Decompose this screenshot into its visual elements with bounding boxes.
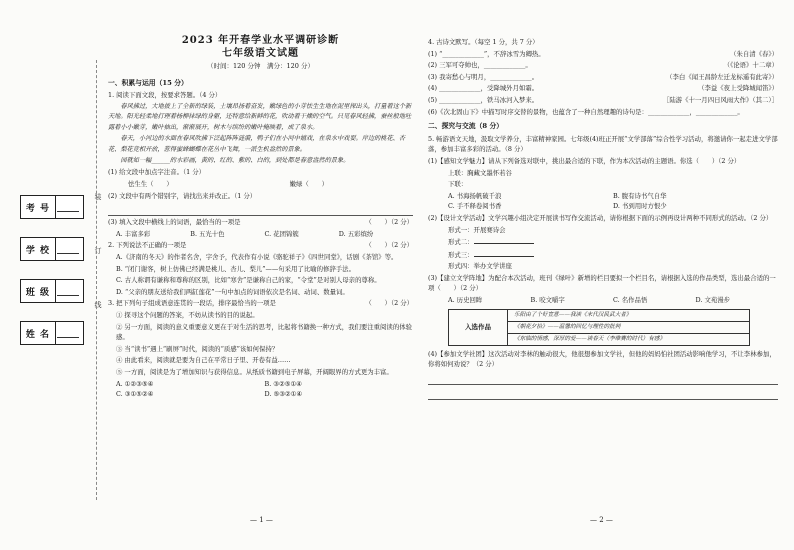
pinyin-row [108,179,328,190]
option-b[interactable]: B. 五光十色 [190,229,225,238]
question-5-4: (4)【参加文学社团】这次活动对李林的触动很大，他很想参加文学社，但他的妈妈怕社团活动影响他学习，不让李林参加，你将如何劝说？（2 分） [428,349,776,369]
couplet-lower: 下联： [448,180,468,189]
option-b[interactable]: B. ③②⑤①④ [264,379,302,388]
question-1-3 [108,217,413,228]
sentence-item: ① 探寻这个问题的答案，不妨从读书的目的说起。 [116,310,259,319]
sentence-item: ② 另一方面，阅读的意义重要意义更在于对生活的思考，比起将书籍换一种方式，我们要注重阅读的体验感。 [116,322,412,342]
selected-works-table [448,309,750,346]
poem-line-text[interactable]: (4) _____________，受降城外月如霜。 [428,84,539,93]
exam-subject: 七年级语文试题 [222,47,299,59]
option-c[interactable]: C. 手不释卷阅书香 [448,202,502,211]
question-1-3-text: (3) 填入文段中横线上的词语，最恰当的一项是 [108,218,241,227]
question-1-3-score: （ ）（2 分） [365,218,413,227]
poem-line-source: （李益《夜上受降城闻笛》） [698,84,778,93]
option-b[interactable]: B. “闭门谢客，树上仿佛已经满是桃儿、杏儿、梨儿”——句采用了比喻的修辞手法。 [116,264,355,273]
option-a[interactable]: A. 历史回眸 [448,296,483,305]
poem-line-source: （李白《闻王昌龄左迁龙标遥有此寄》） [666,72,778,81]
couplet-upper: 上联：胸藏文墨怀若谷 [448,168,512,177]
table-row: 《东临的情感，深厚的爱——读春天（李维赛的时代）有感》 [514,335,666,342]
cut-label-zhuang: 装 [94,193,102,201]
section-1-heading: 一、积累与运用（15 分） [108,78,188,87]
option-c[interactable]: C. ③①⑤②④ [116,390,154,399]
option-b[interactable]: B. 腹有诗书气自华 [613,191,667,200]
question-5: 5. 畅游语文天地，汲取文学养分，丰富精神家园。七年级(4)班正开展“文学部落”综合性学习活动，将邀请你一起走进文学部落，参加丰富多彩的活动。（8 分） [428,134,778,154]
cut-label-ding: 订 [94,247,102,255]
answer-blank[interactable] [474,236,534,244]
question-3-options [108,379,413,400]
section-2-heading: 二、探究与交流（8 分） [428,122,504,131]
option-a[interactable]: A. 书海扬帆破千浪 [448,191,502,200]
question-4-6[interactable]: (6)《次北固山下》中描写时序交替的景物，也蕴含了一种自然理趣的诗句是：_____________，_____________。 [428,107,744,116]
pinyin-item-a[interactable]: 怯生生（ ） [128,180,173,188]
poem-line-text[interactable]: (2) 三军可夺帅也，_____________。 [428,61,532,70]
table-label: 入选作品 [449,310,508,345]
option-a[interactable]: A. ①②③⑤④ [116,379,154,388]
poem-line-source: （《论语》十二章） [723,61,778,70]
poem-line [428,72,778,83]
option-d[interactable]: D. 五彩缤纷 [338,229,374,238]
option-d[interactable]: D. 书到用时方恨少 [613,202,667,211]
exam-time-score: （时间：120 分钟 满分：120 分） [207,62,314,71]
binding-area [10,175,100,375]
option-d[interactable]: D. ⑤③②①④ [264,390,303,399]
question-2-text: 2. 下列说法不正确的一项是 [108,241,187,250]
poem-line-text[interactable]: (1) “_____________”，不辞冰雪为卿热。 [428,49,545,58]
question-5-2: (2)【设计文学活动】文学兴趣小组决定开展读书写作交流活动，请你根据下面的示例再设计两种不同形式的活动。（2 分） [428,213,773,222]
exam-number-field[interactable] [20,195,84,219]
poem-line [428,95,778,106]
poem-line-text[interactable]: (5) _____________，铁马冰河入梦来。 [428,95,539,104]
school-label: 学 校 [21,238,56,260]
answer-line[interactable] [428,372,778,385]
answer-line[interactable] [428,387,778,400]
sentence-item: ⑤ 一方面，阅读是为了增加知识与获得信息。从纸质书籍到电子屏幕，开阔眼界的方式更为丰富。 [116,367,393,376]
left-page [108,36,413,400]
passage-paragraph: 春天，小河边的水面在春风吹拂下泛起阵阵涟漪，鸭子们在小河中嬉戏，在泉水中戏耍。岸边的桃花、杏花、梨花竞相开放，惹得蜜蜂蝴蝶在花丛中飞舞，一派生机盎然的景象。 [108,135,406,153]
passage-paragraph: 春风拂过，大地披上了全新的绿装，土壤昂扬着奋发，嫩绿色的小芽怯生生地在泥里探出头，打量着这个新天地。阳光轻柔地打理着杨柳抹绿的身躯，还特意给新鲜的花，吹动着干燥的空气。只见春风轻拂，蚕丝般地吐露着小小嫩芽，嫩叶抽出，渐渐展开，树木与缤纷的嫩叶掩映着，成了泉水。 [108,102,412,131]
question-5-1: (1)【感知文学魅力】请从下列备选对联中，挑出最合适的下联，作为本次活动的主题语。你选（ ）（2 分） [428,156,741,165]
name-label: 姓 名 [21,322,56,344]
question-3 [108,298,413,309]
activity-form-label: 形式三： [448,250,474,259]
option-a[interactable]: A.《济南的冬天》的作者名舍，字舍予，代表作有小说《骆驼祥子》《四世同堂》，话剧《茶馆》等。 [116,252,398,261]
option-a[interactable]: A. 丰富多彩 [116,229,151,238]
question-5-3-options [428,295,778,306]
question-2-score: （ ）（2 分） [365,241,413,250]
name-field[interactable] [20,321,84,345]
option-d[interactable]: D. “父亲的朋友送给我们两缸莲花”一句中加点的词语依次是名词、动词、数量词。 [116,287,349,296]
activity-form [428,249,778,261]
option-b[interactable]: B. 咬文嚼字 [530,296,565,305]
poem-line [428,83,778,94]
passage-paragraph: 园就如一幅______的水彩画，黄的、红的、紫的、白的，到处都是春意盎然的景象。 [120,157,350,164]
binding-dashed-line [96,60,97,500]
pinyin-item-b[interactable]: 嫩绿（ ） [289,180,328,188]
option-c[interactable]: C. 古人称谓有谦称和尊称的区别，比如“寒舍”是谦称自己的家，“令堂”是对别人母亲的尊称。 [116,276,381,285]
sentence-item: ③ 当“读书”遇上“刷屏”时代，阅读的“质感”该如何保持？ [116,344,279,353]
activity-form-label: 形式二： [448,238,474,247]
binding-cut-labels [92,170,104,380]
cut-label-xian: 线 [94,301,102,309]
poem-line-source: （朱自清《春》） [730,49,778,58]
poem-line [428,60,778,71]
sentence-item: ④ 由此看来，阅读就是要为自己在平常日子里、开卷有益…… [116,356,291,365]
table-row: 《朝花夕拾》——温馨的回忆与理性的批判 [508,322,749,334]
page-number-1: — 1 — [250,516,273,524]
exam-number-label: 考 号 [21,196,56,218]
poem-line [428,49,778,60]
page-number-2: — 2 — [590,516,613,524]
question-4: 4. 古诗文默写。（每空 1 分，共 7 分） [428,38,539,46]
right-page [428,36,778,400]
school-field[interactable] [20,237,84,261]
question-1-1: (1) 给文段中加点字注音。（1 分） [108,168,206,177]
exam-title: 2023 年开春学业水平调研诊断 [181,35,340,46]
option-c[interactable]: C. 花团锦簇 [264,229,299,238]
poem-line-source: ［陆游《十一月四日风雨大作》（其二）］ [662,95,778,104]
activity-form [428,236,778,248]
question-5-1-options [428,191,778,212]
question-3-text: 3. 把下列句子组成语意连贯的一段话，排序最恰当的一项是 [108,299,276,308]
question-1-3-options [108,229,413,240]
answer-blank[interactable] [474,249,534,257]
activity-form: 形式一：开展赛诗会 [448,225,506,234]
question-2 [108,240,413,251]
activity-form: 形式四：举办文学讲座 [448,262,512,271]
question-1-2: (2) 文段中有两个错别字，请找出来并改正。（1 分） [108,191,257,200]
option-c[interactable]: C. 名作品悟 [613,296,648,305]
question-5-3: (3)【建立文学阵地】为配合本次活动，班刊《绿叶》新增的栏目要拟一个栏目名，请根据入选的作品类型，选出最合适的一项（ ）（2 分） [428,273,776,293]
answer-line[interactable] [108,203,413,216]
question-1: 1. 阅读下面文段，按要求答题。（4 分） [108,91,222,100]
class-label: 班 级 [21,280,56,302]
poem-line-text[interactable]: (3) 我寄愁心与明月，_____________。 [428,72,539,81]
table-row: 乐阳由了个好宣意——我读《末代汉民武大者》 [508,310,749,322]
option-d[interactable]: D. 文苑漫步 [695,296,731,305]
question-3-score: （ ）（2 分） [365,299,413,308]
class-field[interactable] [20,279,84,303]
